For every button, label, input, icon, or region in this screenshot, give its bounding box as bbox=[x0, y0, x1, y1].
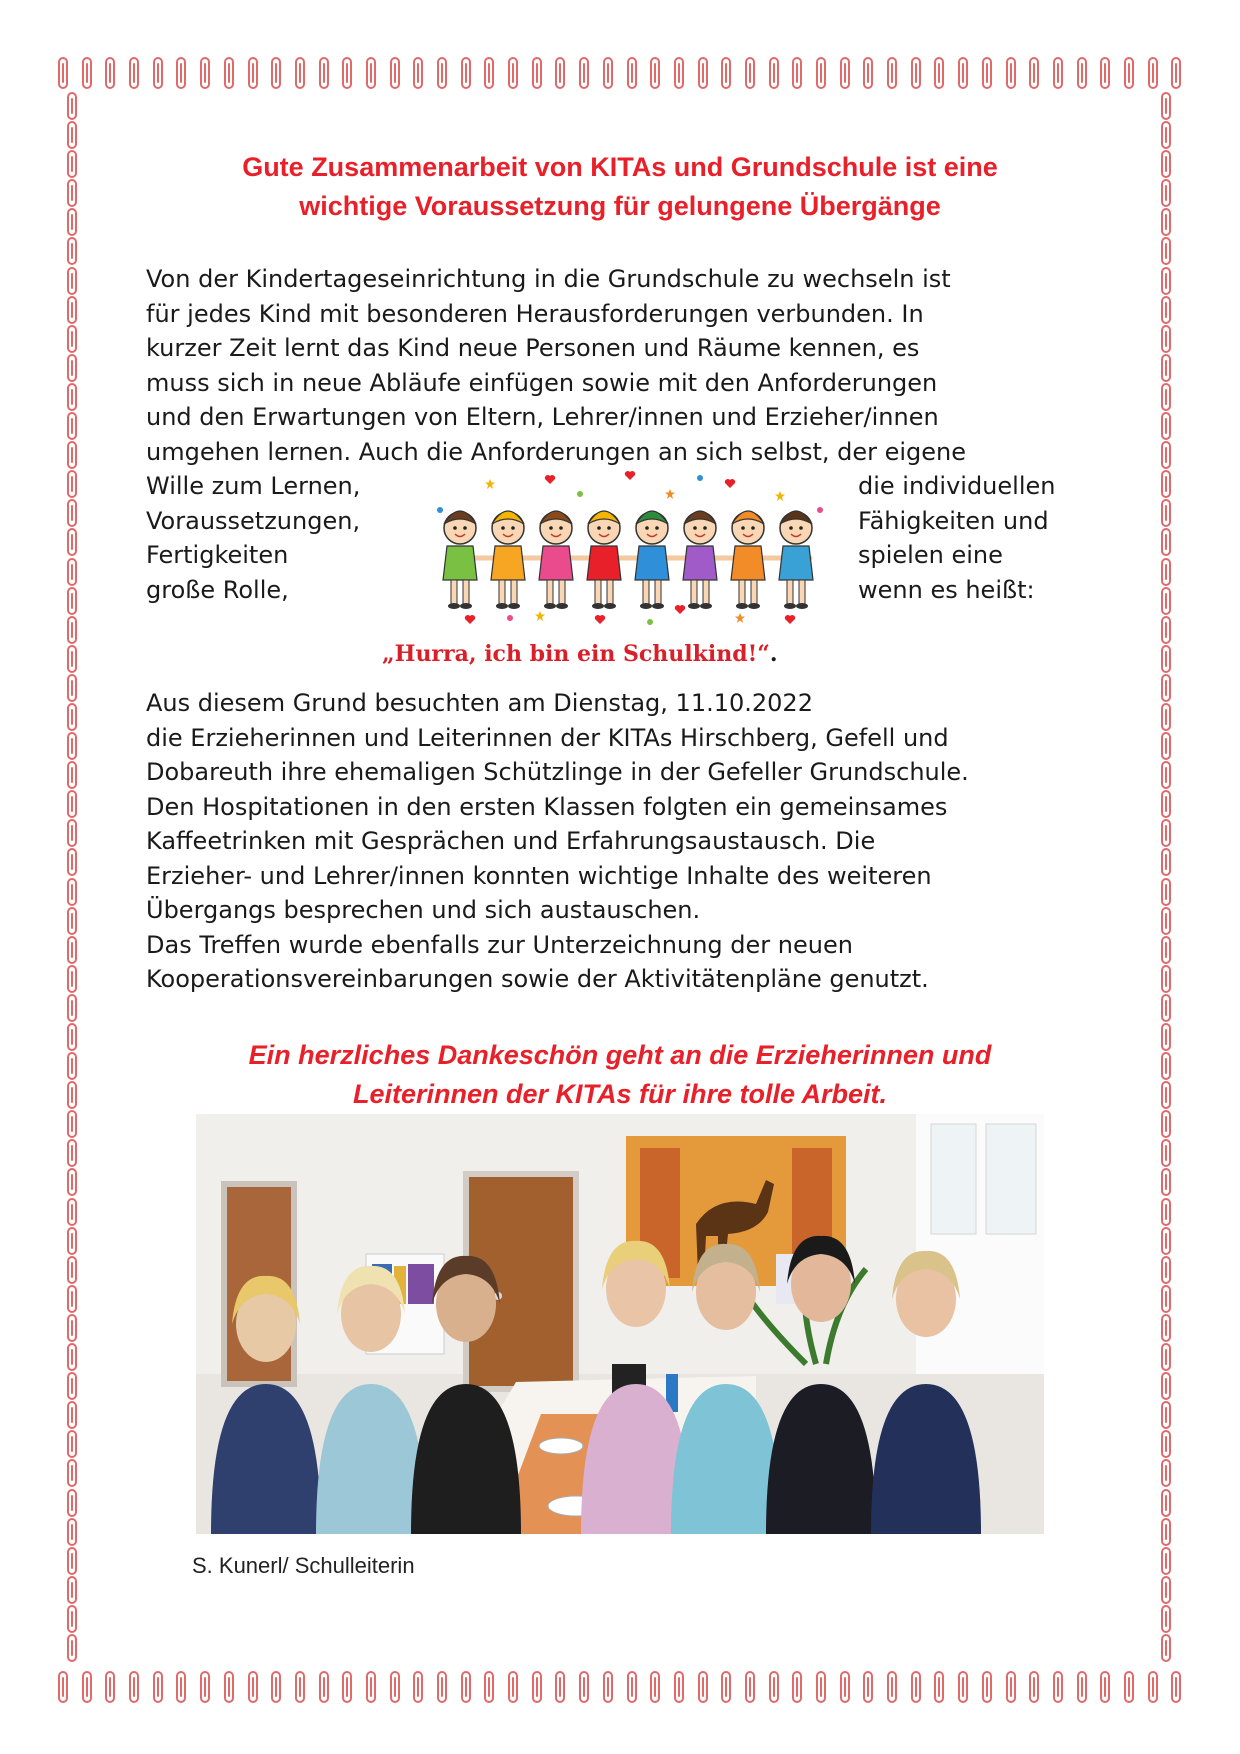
paperclip-icon bbox=[1124, 57, 1134, 89]
paperclip-icon bbox=[390, 57, 400, 89]
paperclip-icon bbox=[413, 57, 423, 89]
paperclip-icon bbox=[271, 57, 281, 89]
paperclip-icon bbox=[200, 1671, 210, 1703]
headline-top-line: Gute Zusammenarbeit von KITAs und Grundschule ist eine bbox=[242, 152, 998, 182]
paperclip-icon bbox=[67, 674, 77, 702]
paperclip-icon bbox=[67, 1401, 77, 1429]
paperclip-icon bbox=[1161, 761, 1171, 789]
paperclip-icon bbox=[67, 1605, 77, 1633]
text-line: Den Hospitationen in den ersten Klassen folgten ein gemeinsames bbox=[146, 792, 948, 821]
paperclip-icon bbox=[67, 616, 77, 644]
paperclip-icon bbox=[67, 354, 77, 382]
paperclip-icon bbox=[650, 57, 660, 89]
paperclip-icon bbox=[1161, 1227, 1171, 1255]
paperclip-icon bbox=[674, 57, 684, 89]
child-figure bbox=[587, 511, 621, 609]
paperclip-icon bbox=[67, 1227, 77, 1255]
paperclip-icon bbox=[67, 1314, 77, 1342]
text-line: Wille zum Lernen, bbox=[146, 472, 361, 500]
paperclip-icon bbox=[1161, 412, 1171, 440]
paperclip-icon bbox=[1029, 57, 1039, 89]
flower-icon bbox=[577, 491, 583, 497]
paperclip-icon bbox=[413, 1671, 423, 1703]
text-line: große Rolle, bbox=[146, 575, 289, 604]
paperclip-icon bbox=[67, 732, 77, 760]
heart-icon bbox=[465, 615, 475, 624]
paperclip-icon bbox=[67, 703, 77, 731]
text-line: Kaffeetrinken mit Gesprächen und Erfahrungsaustausch. Die bbox=[146, 827, 876, 855]
paperclip-icon bbox=[887, 57, 897, 89]
headline-thanks-line: Ein herzliches Dankeschön geht an die Erzieherinnen und bbox=[248, 1040, 992, 1070]
paperclip-icon bbox=[67, 907, 77, 935]
paperclip-icon bbox=[67, 412, 77, 440]
text-line: wenn es heißt: bbox=[858, 575, 1035, 604]
flower-icon bbox=[507, 615, 513, 621]
paperclip-icon bbox=[67, 1518, 77, 1546]
paperclip-icon bbox=[58, 57, 68, 89]
paperclip-icon bbox=[627, 1671, 637, 1703]
paperclip-icon bbox=[532, 57, 542, 89]
paperclip-icon bbox=[67, 1343, 77, 1371]
star-icon bbox=[665, 489, 675, 499]
star-icon bbox=[535, 611, 545, 621]
paperclip-icon bbox=[863, 1671, 873, 1703]
paperclip-icon bbox=[67, 936, 77, 964]
paperclip-icon bbox=[153, 1671, 163, 1703]
paperclip-icon bbox=[1161, 1110, 1171, 1138]
text-line: muss sich in neue Abläufe einfügen sowie mit den Anforderungen bbox=[146, 368, 938, 397]
paperclip-icon bbox=[1161, 1081, 1171, 1109]
paperclip-icon bbox=[1161, 616, 1171, 644]
paperclip-icon bbox=[67, 1285, 77, 1313]
paperclip-icon bbox=[674, 1671, 684, 1703]
paperclip-icon bbox=[67, 150, 77, 178]
paperclip-icon bbox=[769, 57, 779, 89]
paperclip-icon bbox=[67, 1256, 77, 1284]
paperclip-icon bbox=[579, 1671, 589, 1703]
text-wrap-left bbox=[146, 469, 360, 607]
paperclip-icon bbox=[82, 57, 92, 89]
text-line: und den Erwartungen von Eltern, Lehrer/innen und Erzieher/innen bbox=[146, 403, 939, 431]
paperclip-icon bbox=[1161, 819, 1171, 847]
paperclip-icon bbox=[67, 499, 77, 527]
paperclip-icon bbox=[1161, 441, 1171, 469]
paperclip-icon bbox=[982, 57, 992, 89]
paperclip-icon bbox=[1161, 1372, 1171, 1400]
text-line: Voraussetzungen, bbox=[146, 506, 361, 535]
paperclip-icon bbox=[67, 470, 77, 498]
paperclip-icon bbox=[1161, 1285, 1171, 1313]
text-line: Fähigkeiten und bbox=[858, 506, 1049, 535]
paperclip-icon bbox=[67, 848, 77, 876]
paperclip-icon bbox=[319, 57, 329, 89]
child-figure bbox=[539, 511, 573, 609]
text-line: Kooperationsvereinbarungen sowie der Aktivitätenpläne genutzt. bbox=[146, 965, 929, 993]
paperclip-icon bbox=[1161, 790, 1171, 818]
paperclip-icon bbox=[1161, 907, 1171, 935]
paperclip-border-bottom bbox=[58, 1664, 1182, 1710]
paperclip-icon bbox=[555, 1671, 565, 1703]
paperclip-icon bbox=[698, 57, 708, 89]
paperclip-icon bbox=[342, 1671, 352, 1703]
paperclip-icon bbox=[1161, 92, 1171, 120]
paperclip-icon bbox=[1161, 587, 1171, 615]
heart-icon bbox=[595, 615, 605, 624]
paperclip-icon bbox=[1171, 1671, 1181, 1703]
paperclip-icon bbox=[721, 1671, 731, 1703]
paperclip-icon bbox=[1161, 121, 1171, 149]
group-photo bbox=[196, 1114, 1044, 1534]
paperclip-icon bbox=[1161, 558, 1171, 586]
paperclip-icon bbox=[745, 1671, 755, 1703]
paperclip-icon bbox=[863, 57, 873, 89]
paperclip-icon bbox=[67, 1052, 77, 1080]
paperclip-icon bbox=[67, 558, 77, 586]
paperclip-icon bbox=[67, 237, 77, 265]
paperclip-icon bbox=[1161, 1139, 1171, 1167]
paperclip-icon bbox=[603, 57, 613, 89]
star-icon bbox=[775, 491, 785, 501]
paperclip-icon bbox=[67, 1023, 77, 1051]
paperclip-icon bbox=[1161, 354, 1171, 382]
paperclip-icon bbox=[1161, 470, 1171, 498]
star-icon bbox=[485, 479, 495, 489]
paperclip-icon bbox=[1161, 296, 1171, 324]
paperclip-icon bbox=[67, 1459, 77, 1487]
paperclip-icon bbox=[67, 267, 77, 295]
paperclip-icon bbox=[200, 57, 210, 89]
paperclip-icon bbox=[840, 1671, 850, 1703]
paperclip-border-top bbox=[58, 50, 1182, 96]
paperclip-icon bbox=[67, 1139, 77, 1167]
paperclip-icon bbox=[934, 1671, 944, 1703]
paperclip-icon bbox=[342, 57, 352, 89]
paperclip-icon bbox=[67, 1489, 77, 1517]
paperclip-icon bbox=[366, 57, 376, 89]
paperclip-icon bbox=[769, 1671, 779, 1703]
paperclip-icon bbox=[105, 57, 115, 89]
paperclip-icon bbox=[1171, 57, 1181, 89]
heart-icon bbox=[675, 605, 685, 614]
flower-icon bbox=[817, 507, 823, 513]
paperclip-icon bbox=[67, 1110, 77, 1138]
flower-icon bbox=[647, 619, 653, 625]
text-line: Von der Kindertageseinrichtung in die Grundschule zu wechseln ist bbox=[146, 265, 951, 293]
paperclip-icon bbox=[67, 1198, 77, 1226]
paperclip-icon bbox=[911, 57, 921, 89]
paperclip-icon bbox=[792, 1671, 802, 1703]
paperclip-icon bbox=[67, 1547, 77, 1575]
paperclip-icon bbox=[698, 1671, 708, 1703]
heart-icon bbox=[725, 479, 735, 488]
paperclip-icon bbox=[1161, 383, 1171, 411]
paperclip-icon bbox=[508, 1671, 518, 1703]
paperclip-icon bbox=[1161, 1198, 1171, 1226]
heart-icon bbox=[545, 475, 555, 484]
paperclip-icon bbox=[129, 1671, 139, 1703]
paperclip-icon bbox=[67, 208, 77, 236]
paperclip-icon bbox=[1161, 528, 1171, 556]
paperclip-icon bbox=[484, 57, 494, 89]
text-line: Erzieher- und Lehrer/innen konnten wichtige Inhalte des weiteren bbox=[146, 861, 932, 890]
paperclip-icon bbox=[1100, 1671, 1110, 1703]
paperclip-icon bbox=[224, 57, 234, 89]
paperclip-icon bbox=[1161, 936, 1171, 964]
paperclip-icon bbox=[1161, 674, 1171, 702]
children-holding-hands-illustration bbox=[430, 470, 830, 628]
paperclip-icon bbox=[1148, 57, 1158, 89]
heart-icon bbox=[785, 615, 795, 624]
paperclip-icon bbox=[840, 57, 850, 89]
author-caption: S. Kunerl/ Schulleiterin bbox=[192, 1553, 415, 1578]
paperclip-icon bbox=[153, 57, 163, 89]
paperclip-icon bbox=[67, 587, 77, 615]
child-figure bbox=[491, 511, 525, 609]
flower-icon bbox=[437, 507, 443, 513]
paperclip-icon bbox=[1161, 1430, 1171, 1458]
paperclip-icon bbox=[1161, 703, 1171, 731]
paperclip-icon bbox=[1029, 1671, 1039, 1703]
paperclip-icon bbox=[958, 1671, 968, 1703]
paperclip-icon bbox=[437, 57, 447, 89]
paperclip-icon bbox=[461, 57, 471, 89]
child-figure bbox=[683, 511, 717, 609]
paperclip-icon bbox=[1148, 1671, 1158, 1703]
paperclip-icon bbox=[650, 1671, 660, 1703]
paperclip-icon bbox=[67, 92, 77, 120]
paperclip-icon bbox=[745, 57, 755, 89]
paperclip-icon bbox=[1124, 1671, 1134, 1703]
paperclip-icon bbox=[67, 790, 77, 818]
paperclip-icon bbox=[1161, 848, 1171, 876]
paperclip-icon bbox=[1161, 994, 1171, 1022]
paperclip-icon bbox=[1161, 1576, 1171, 1604]
quote-text: „Hurra, ich bin ein Schulkind!“ bbox=[382, 641, 770, 667]
text-line: Das Treffen wurde ebenfalls zur Unterzeichnung der neuen bbox=[146, 930, 853, 959]
paperclip-icon bbox=[319, 1671, 329, 1703]
paperclip-icon bbox=[1161, 499, 1171, 527]
paperclip-icon bbox=[1161, 878, 1171, 906]
paperclip-icon bbox=[911, 1671, 921, 1703]
paragraph-visit bbox=[146, 686, 1106, 997]
paperclip-icon bbox=[67, 1576, 77, 1604]
text-line: kurzer Zeit lernt das Kind neue Personen und Räume kennen, es bbox=[146, 334, 920, 362]
paragraph-intro bbox=[146, 262, 1106, 469]
paperclip-icon bbox=[295, 1671, 305, 1703]
paperclip-icon bbox=[1161, 267, 1171, 295]
paperclip-icon bbox=[67, 819, 77, 847]
paperclip-icon bbox=[1161, 965, 1171, 993]
paperclip-icon bbox=[1161, 645, 1171, 673]
headline-thanks-line: Leiterinnen der KITAs für ihre tolle Arbeit. bbox=[352, 1079, 888, 1109]
paperclip-icon bbox=[105, 1671, 115, 1703]
heart-icon bbox=[625, 471, 635, 480]
paperclip-icon bbox=[82, 1671, 92, 1703]
paperclip-icon bbox=[390, 1671, 400, 1703]
paperclip-icon bbox=[248, 1671, 258, 1703]
paperclip-icon bbox=[248, 57, 258, 89]
paperclip-icon bbox=[1053, 1671, 1063, 1703]
paperclip-icon bbox=[67, 1372, 77, 1400]
paperclip-icon bbox=[484, 1671, 494, 1703]
paperclip-icon bbox=[1161, 1401, 1171, 1429]
paperclip-icon bbox=[1053, 57, 1063, 89]
paperclip-icon bbox=[1161, 1052, 1171, 1080]
flower-icon bbox=[697, 475, 703, 481]
paperclip-icon bbox=[295, 57, 305, 89]
paperclip-icon bbox=[579, 57, 589, 89]
paperclip-icon bbox=[934, 57, 944, 89]
paperclip-icon bbox=[1161, 1314, 1171, 1342]
paperclip-icon bbox=[1161, 1168, 1171, 1196]
paperclip-icon bbox=[1161, 1343, 1171, 1371]
paperclip-icon bbox=[67, 1168, 77, 1196]
paperclip-icon bbox=[603, 1671, 613, 1703]
quote-period: . bbox=[769, 641, 778, 667]
paperclip-icon bbox=[1161, 1256, 1171, 1284]
paperclip-icon bbox=[129, 57, 139, 89]
paperclip-icon bbox=[67, 878, 77, 906]
paperclip-icon bbox=[67, 121, 77, 149]
text-line: Fertigkeiten bbox=[146, 541, 289, 569]
paperclip-icon bbox=[982, 1671, 992, 1703]
paperclip-icon bbox=[1006, 57, 1016, 89]
headline-thanks bbox=[130, 1036, 1110, 1114]
paperclip-icon bbox=[437, 1671, 447, 1703]
paperclip-icon bbox=[1161, 237, 1171, 265]
paperclip-icon bbox=[721, 57, 731, 89]
paperclip-icon bbox=[67, 994, 77, 1022]
child-figure bbox=[635, 511, 669, 609]
child-figure bbox=[779, 511, 813, 609]
paperclip-icon bbox=[887, 1671, 897, 1703]
text-line: Aus diesem Grund besuchten am Dienstag, 11.10.2022 bbox=[146, 689, 813, 717]
paperclip-icon bbox=[58, 1671, 68, 1703]
paperclip-icon bbox=[224, 1671, 234, 1703]
text-line: die individuellen bbox=[858, 472, 1056, 500]
quote-slogan bbox=[382, 641, 778, 667]
paperclip-icon bbox=[67, 296, 77, 324]
paperclip-icon bbox=[1161, 179, 1171, 207]
paperclip-icon bbox=[67, 441, 77, 469]
paperclip-icon bbox=[67, 1634, 77, 1662]
paperclip-icon bbox=[67, 965, 77, 993]
paperclip-icon bbox=[271, 1671, 281, 1703]
text-line: spielen eine bbox=[858, 541, 1003, 569]
paperclip-icon bbox=[1161, 1605, 1171, 1633]
paperclip-icon bbox=[176, 1671, 186, 1703]
paperclip-icon bbox=[532, 1671, 542, 1703]
star-icon bbox=[735, 613, 745, 623]
paperclip-icon bbox=[1077, 1671, 1087, 1703]
paperclip-icon bbox=[1006, 1671, 1016, 1703]
paperclip-icon bbox=[627, 57, 637, 89]
paperclip-icon bbox=[67, 179, 77, 207]
paperclip-icon bbox=[67, 383, 77, 411]
paperclip-border-right bbox=[1152, 92, 1180, 1662]
paperclip-icon bbox=[1161, 150, 1171, 178]
paperclip-icon bbox=[1077, 57, 1087, 89]
paperclip-icon bbox=[1161, 732, 1171, 760]
paperclip-icon bbox=[1161, 208, 1171, 236]
headline-top-line: wichtige Voraussetzung für gelungene Übergänge bbox=[299, 191, 941, 221]
paperclip-icon bbox=[1161, 325, 1171, 353]
paperclip-icon bbox=[555, 57, 565, 89]
paperclip-icon bbox=[508, 57, 518, 89]
text-line: Übergangs besprechen und sich austauschen. bbox=[146, 896, 701, 924]
paperclip-icon bbox=[366, 1671, 376, 1703]
paperclip-icon bbox=[67, 1081, 77, 1109]
paperclip-icon bbox=[176, 57, 186, 89]
paperclip-icon bbox=[67, 761, 77, 789]
paperclip-icon bbox=[67, 645, 77, 673]
paperclip-icon bbox=[67, 528, 77, 556]
paperclip-icon bbox=[1161, 1023, 1171, 1051]
paperclip-icon bbox=[67, 325, 77, 353]
paperclip-icon bbox=[1100, 57, 1110, 89]
paperclip-icon bbox=[1161, 1547, 1171, 1575]
paperclip-icon bbox=[67, 1430, 77, 1458]
paperclip-icon bbox=[816, 1671, 826, 1703]
text-line: Dobareuth ihre ehemaligen Schützlinge in der Gefeller Grundschule. bbox=[146, 758, 969, 786]
text-line: umgehen lernen. Auch die Anforderungen an sich selbst, der eigene bbox=[146, 437, 967, 466]
paperclip-icon bbox=[461, 1671, 471, 1703]
headline-top bbox=[130, 148, 1110, 226]
paperclip-icon bbox=[958, 57, 968, 89]
paperclip-icon bbox=[792, 57, 802, 89]
paperclip-icon bbox=[1161, 1459, 1171, 1487]
paperclip-icon bbox=[816, 57, 826, 89]
paperclip-icon bbox=[1161, 1634, 1171, 1662]
text-line: für jedes Kind mit besonderen Herausforderungen verbunden. In bbox=[146, 299, 924, 328]
text-wrap-right bbox=[858, 469, 1055, 607]
child-figure bbox=[731, 511, 765, 609]
paperclip-icon bbox=[1161, 1518, 1171, 1546]
paperclip-icon bbox=[1161, 1489, 1171, 1517]
paperclip-border-left bbox=[58, 92, 86, 1662]
child-figure bbox=[443, 511, 477, 609]
text-line: die Erzieherinnen und Leiterinnen der KITAs Hirschberg, Gefell und bbox=[146, 723, 949, 752]
